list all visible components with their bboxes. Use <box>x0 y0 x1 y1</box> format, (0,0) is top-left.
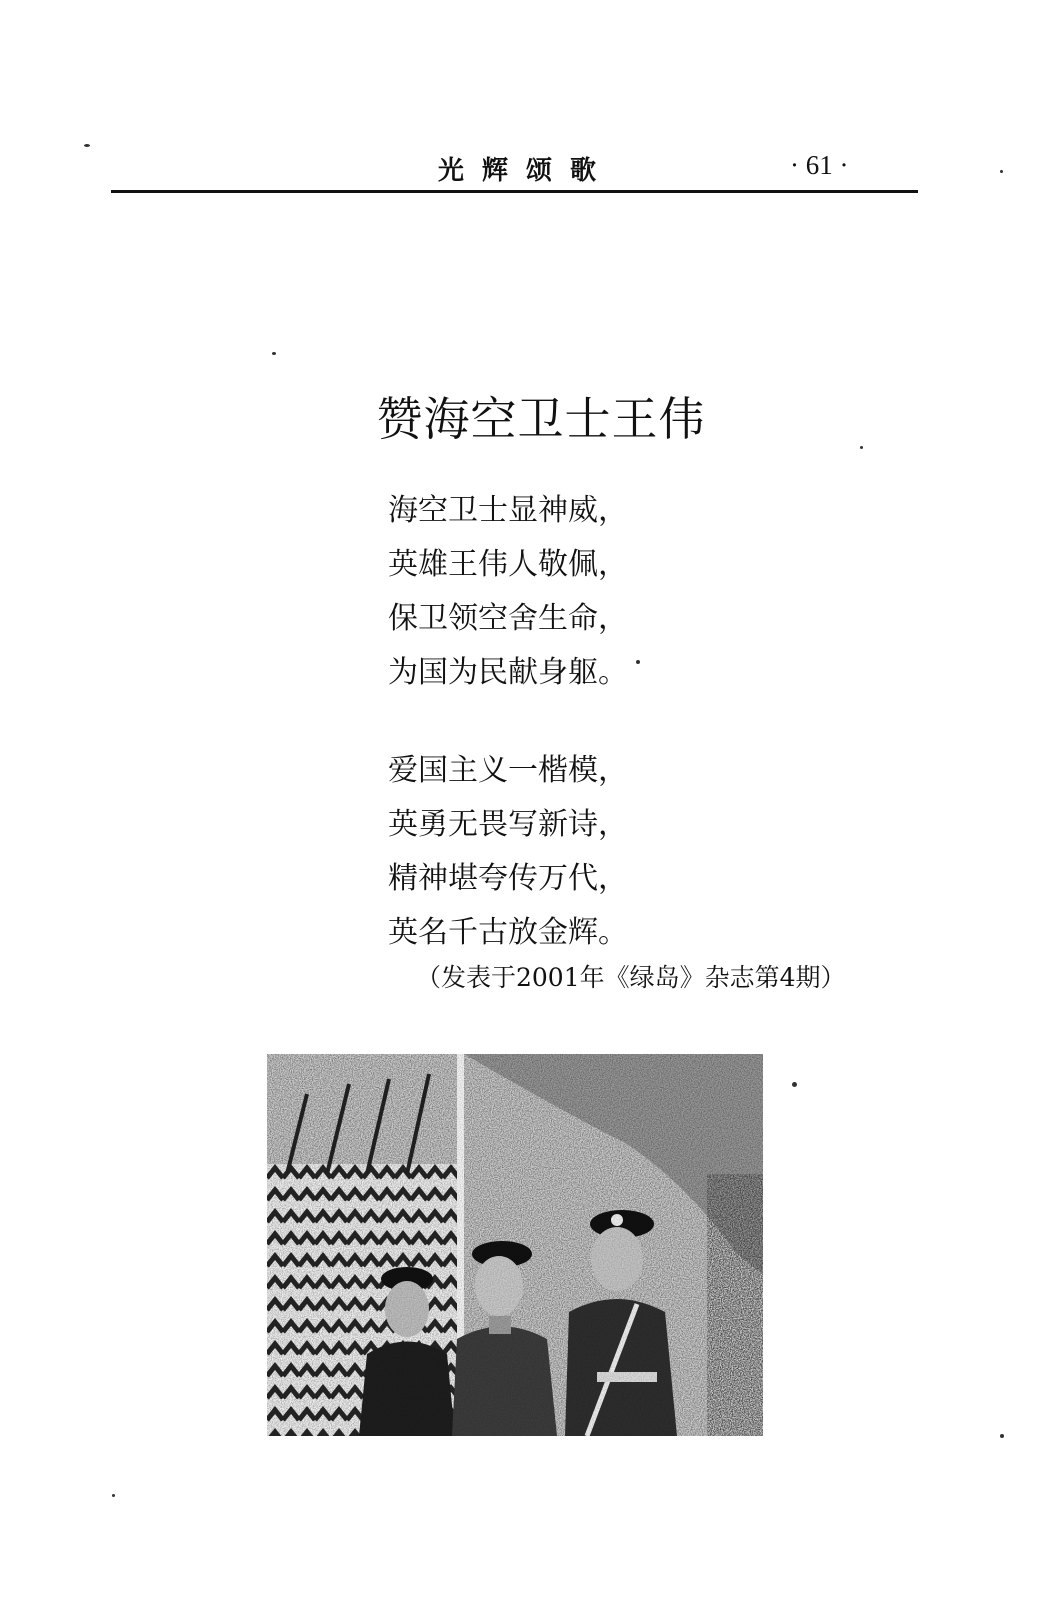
poem-line: 爱国主义一楷模， <box>388 753 628 788</box>
scan-speck <box>112 1494 115 1497</box>
scan-speck <box>860 446 863 449</box>
running-head: 光辉颂歌 <box>438 156 615 186</box>
header-rule <box>111 190 918 193</box>
scan-speck <box>84 144 90 147</box>
poem-line: 英雄王伟人敬佩， <box>388 547 628 582</box>
honor-guard-photo-icon <box>267 1054 763 1436</box>
scan-speck <box>1000 170 1003 173</box>
poem-line: 为国为民献身躯。 <box>388 655 628 690</box>
poem-line: 精神堪夸传万代， <box>388 861 628 896</box>
scan-speck <box>792 1082 797 1087</box>
scan-speck <box>1000 1434 1004 1438</box>
scan-speck <box>636 660 640 664</box>
poem-line: 保卫领空舍生命， <box>388 601 628 636</box>
poem-title: 赞海空卫士王伟 <box>376 392 706 446</box>
stanza-1 <box>388 484 628 700</box>
poem-line: 海空卫士显神威， <box>388 493 628 528</box>
poem-line: 英名千古放金辉。 <box>388 915 628 950</box>
scan-speck <box>272 352 276 355</box>
stanza-2 <box>388 744 628 960</box>
page-number: · 61 · <box>790 150 849 180</box>
poem-line: 英勇无畏写新诗， <box>388 807 628 842</box>
publication-note: （发表于2001年《绿岛》杂志第4期） <box>416 963 846 992</box>
